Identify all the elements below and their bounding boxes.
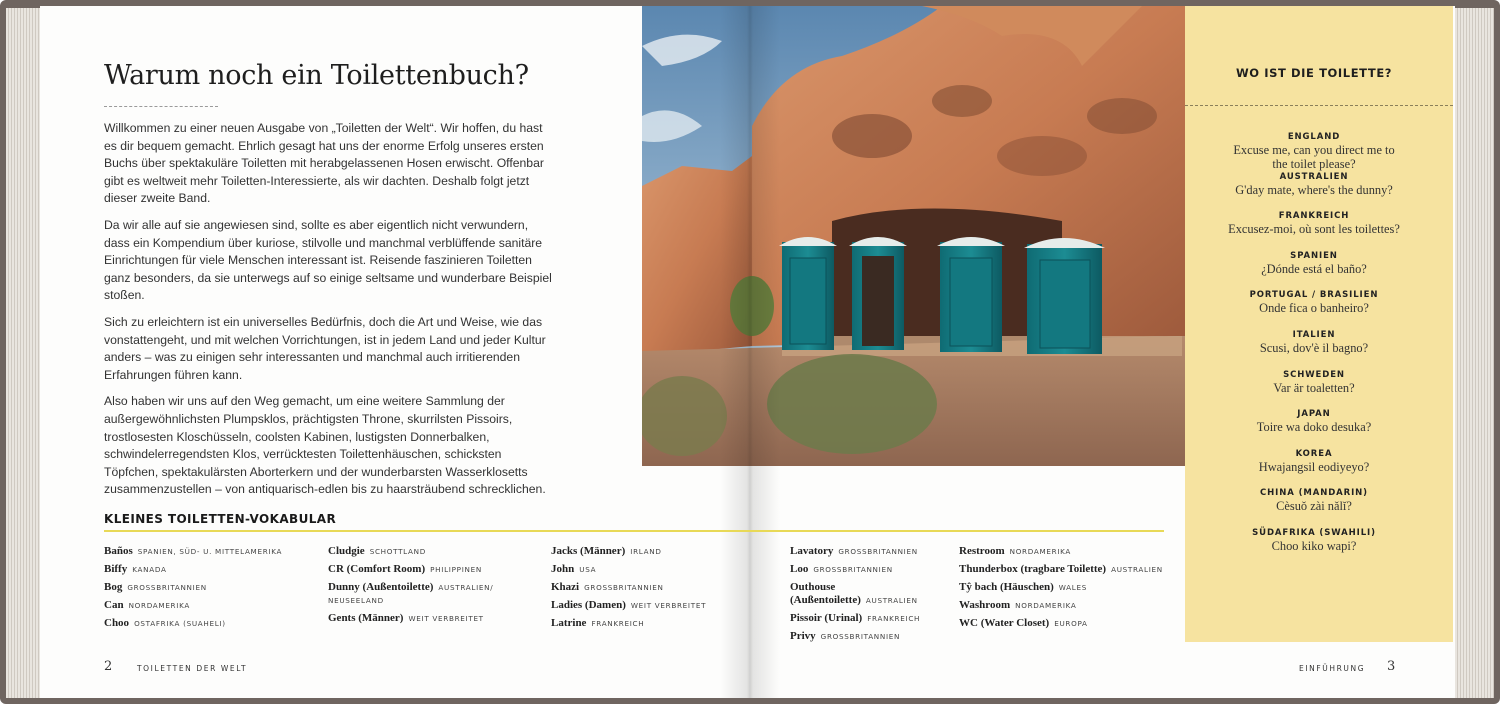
vocab-region: WALES (1058, 583, 1087, 592)
vocab-entry (790, 545, 955, 558)
phrase-country: FRANKREICH (1278, 211, 1350, 222)
vocab-region: FRANKREICH (591, 619, 645, 628)
vocab-region: NORDAMERIKA (128, 601, 190, 610)
vocab-term: Washroom (959, 599, 1011, 611)
phrase-item (1185, 370, 1443, 410)
vocab-entry (551, 563, 731, 576)
vocab-entry (328, 563, 533, 576)
vocab-region: SCHOTTLAND (369, 547, 426, 556)
vocabulary-column (328, 545, 533, 630)
vocab-region: PHILIPPINEN (430, 565, 482, 574)
vocab-region: WEIT VERBREITET (408, 614, 484, 623)
phrase-country: PORTUGAL / BRASILIEN (1249, 290, 1379, 301)
vocab-entry (104, 563, 319, 576)
vocabulary-column (104, 545, 319, 635)
vocab-entry (104, 617, 319, 630)
intro-text (104, 120, 554, 508)
phrase-list (1185, 132, 1443, 568)
vocab-term: John (551, 563, 575, 575)
vocab-term: Jacks (Männer) (551, 545, 626, 557)
vocab-entry (104, 599, 319, 612)
vocab-term: Pissoir (Urinal) (790, 612, 863, 624)
vocab-term: Thunderbox (tragbare Toilette) (959, 563, 1107, 575)
vocab-term: Lavatory (790, 545, 834, 557)
running-head-right: EINFÜHRUNG (1299, 664, 1366, 673)
phrase-item (1185, 528, 1443, 568)
vocab-region: OSTAFRIKA (SUAHELI) (134, 619, 226, 628)
page-number-left: 2 (104, 659, 113, 674)
vocab-term: Tŷ bach (Häuschen) (959, 581, 1054, 593)
title-divider (104, 106, 218, 107)
phrase-country: ITALIEN (1292, 329, 1336, 340)
vocab-entry (959, 545, 1179, 558)
vocab-region: AUSTRALIEN/ NEUSEELAND (328, 583, 494, 605)
vocab-entry (328, 545, 533, 558)
paragraph: Willkommen zu einer neuen Ausgabe von „Toiletten der Welt“. Wir hoffen, du hast es dir bequem gemacht. Ehrlich gesagt hat uns der enorme Erfolg unseres ersten Buchs über spektakuläre Toiletten mit herabgelassenen Hosen erwischt. Offenbar gibt es weltweit mehr Toiletten-Interessierte, als wir dachten. Deshalb folgt jetzt dieser zweite Band. (104, 121, 544, 206)
vocab-region: FRANKREICH (867, 614, 921, 623)
vocab-region: KANADA (132, 565, 167, 574)
sidebar-title: WO IST DIE TOILETTE? (1235, 66, 1393, 80)
vocab-term: Biffy (104, 563, 128, 575)
phrase-item (1185, 172, 1443, 212)
vocab-entry (959, 599, 1179, 612)
vocab-entry (104, 581, 319, 594)
phrase-country: ENGLAND (1287, 132, 1341, 142)
vocab-region: EUROPA (1054, 619, 1088, 628)
vocab-term: Loo (790, 563, 809, 575)
vocab-term: Gents (Männer) (328, 612, 404, 624)
phrase-country: SPANIEN (1290, 250, 1338, 261)
phrase-text: ¿Dónde está el baño? (1261, 261, 1367, 276)
vocab-term: Ladies (Damen) (551, 599, 626, 611)
vocab-entry (551, 581, 731, 594)
vocab-region: GROSSBRITANNIEN (127, 583, 207, 592)
vocab-term: Baños (104, 545, 133, 557)
vocab-entry (328, 581, 533, 607)
vocab-term: Choo (104, 617, 130, 629)
vocab-term: Can (104, 599, 124, 611)
vocab-region: SPANIEN, SÜD- U. MITTELAMERIKA (137, 547, 283, 556)
vocab-entry (790, 581, 955, 607)
vocab-region: IRLAND (630, 547, 662, 556)
vocab-region: GROSSBRITANNIEN (820, 632, 901, 641)
vocab-region: GROSSBRITANNIEN (584, 583, 664, 592)
vocab-region: AUSTRALIEN (1111, 565, 1163, 574)
page-number-right: 3 (1387, 659, 1396, 674)
vocabulary-column (551, 545, 731, 635)
phrase-item (1185, 251, 1443, 291)
running-head-left: TOILETTEN DER WELT (137, 664, 248, 673)
vocab-region: WEIT VERBREITET (630, 601, 707, 610)
vocab-entry (104, 545, 319, 558)
vocab-term: Latrine (551, 617, 587, 629)
vocab-region: GROSSBRITANNIEN (813, 565, 893, 574)
phrase-text: Hwajangsil eodiyeyo? (1258, 459, 1370, 474)
phrase-item (1185, 211, 1443, 251)
vocab-entry (959, 563, 1179, 576)
phrase-item (1185, 132, 1443, 172)
phrase-text: Cèsuǒ zài nǎlǐ? (1276, 499, 1352, 514)
phrase-country: KOREA (1295, 448, 1333, 459)
phrase-text: Onde fica o banheiro? (1259, 301, 1369, 316)
phrase-text: Excuse me, can you direct me to the toilet please? (1233, 143, 1395, 171)
vocab-entry (551, 599, 731, 612)
vocab-region: NORDAMERIKA (1009, 547, 1072, 556)
vocab-entry (551, 545, 731, 558)
page-title: Warum noch ein Toilettenbuch? (104, 60, 529, 91)
vocab-term: Restroom (959, 545, 1005, 557)
vocab-entry (551, 617, 731, 630)
vocab-term: WC (Water Closet) (959, 617, 1050, 629)
paragraph: Also haben wir uns auf den Weg gemacht, um eine weitere Sammlung der außergewöhnlichsten Plumpsklos, prächtigsten Throne, skurrilsten Pissoirs, trostlosesten Kloschüsseln, coolsten Kabinen, lustigsten Donnerbalken, schwindelerregendsten Klos, verrücktesten Toilettenhäuschen, schicksten Töpfchen, spektakulärsten Aborterkern und der wunderbarsten Wasserklosetts zusammenzustellen – von antiquarisch-edlen bis zu haarsträubend schrecklichen. (104, 394, 546, 497)
vocab-region: AUSTRALIEN (865, 596, 918, 605)
vocab-term: CR (Comfort Room) (328, 563, 426, 575)
vocab-entry (790, 612, 955, 625)
vocab-entry (959, 617, 1179, 630)
vocab-term: Bog (104, 581, 123, 593)
vocabulary-column (959, 545, 1179, 635)
vocab-region: GROSSBRITANNIEN (838, 547, 918, 556)
phrase-country: JAPAN (1297, 409, 1331, 420)
phrase-text: Choo kiko wapi? (1271, 538, 1357, 553)
vocabulary-heading: KLEINES TOILETTEN-VOKABULAR (104, 512, 337, 526)
vocab-region: NORDAMERIKA (1015, 601, 1077, 610)
phrase-item (1185, 330, 1443, 370)
phrase-text: Scusi, dov'è il bagno? (1259, 340, 1369, 355)
vocabulary-rule (104, 530, 1164, 532)
vocab-term: Privy (790, 630, 816, 642)
vocab-term: Outhouse (Außentoilette) (790, 581, 861, 606)
phrase-country: SÜDAFRIKA (SWAHILI) (1252, 527, 1376, 538)
page-edges-right (1452, 8, 1494, 698)
phrase-country: AUSTRALIEN (1279, 171, 1349, 182)
vocabulary-column (790, 545, 955, 648)
phrase-text: Toire wa doko desuka? (1256, 420, 1372, 435)
phrase-text: G'day mate, where's the dunny? (1235, 182, 1393, 197)
vocab-entry (328, 612, 533, 625)
phrase-text: Excusez-moi, où sont les toilettes? (1228, 222, 1400, 237)
vocab-entry (790, 630, 955, 643)
phrase-item (1185, 409, 1443, 449)
vocab-entry (959, 581, 1179, 594)
sidebar-divider (1185, 105, 1453, 106)
vocab-region: USA (579, 565, 597, 574)
vocab-term: Dunny (Außentoilette) (328, 581, 434, 593)
paragraph: Sich zu erleichtern ist ein universelles Bedürfnis, doch die Art und Weise, wie das vonstattengeht, und mit welchen Vorrichtungen, ist in jedem Land und jeder Kultur anders – was zu einigen sehr interessanten und manchmal auch irritierenden Erfahrungen führen kann. (104, 314, 546, 382)
phrase-item (1185, 290, 1443, 330)
phrase-text: Var är toaletten? (1273, 380, 1355, 395)
phrase-country: SCHWEDEN (1283, 369, 1345, 380)
phrase-item (1185, 449, 1443, 489)
vocab-entry (790, 563, 955, 576)
phrase-country: CHINA (MANDARIN) (1260, 488, 1368, 499)
vocab-term: Khazi (551, 581, 580, 593)
paragraph: Da wir alle auf sie angewiesen sind, sollte es aber eigentlich nicht verwundern, dass ein Kompendium über kuriose, stilvolle und manchmal verblüffende sanitäre Einrichtungen für viele Menschen interessant ist. Reisende faszinieren Toiletten ganz besonders, da sie unterwegs auf so einige seltsame und wunderbare Beispiel stoßen. (104, 217, 552, 303)
vocab-term: Cludgie (328, 545, 365, 557)
phrase-item (1185, 488, 1443, 528)
